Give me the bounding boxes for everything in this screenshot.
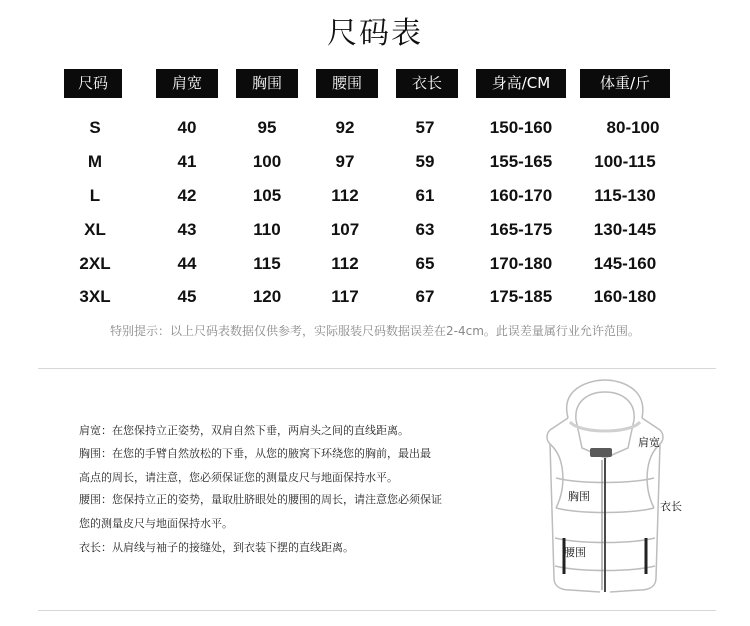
cell-height: 170-180: [489, 254, 553, 273]
cell-waist: 112: [331, 186, 359, 205]
cell-length: 65: [415, 254, 435, 273]
cell-chest: 100: [252, 152, 282, 171]
cell-weight: 130-145: [593, 220, 657, 239]
cell-length: 61: [415, 186, 435, 205]
desc-chest-2: 高点的周长，请注意，您必须保证您的测量皮尺与地面保持水平。: [79, 471, 398, 484]
cell-shoulder: 43: [177, 220, 197, 239]
divider-top: [38, 368, 716, 369]
vest-outline-icon: [520, 378, 690, 600]
cell-size: 3XL: [79, 287, 111, 306]
cell-size: M: [87, 152, 103, 171]
label-chest: 胸围: [568, 490, 590, 503]
cell-weight: 100-115: [594, 152, 656, 171]
label-length: 衣长: [660, 500, 682, 513]
cell-length: 59: [415, 152, 435, 171]
cell-chest: 115: [253, 254, 281, 273]
cell-waist: 107: [330, 220, 360, 239]
cell-chest: 105: [252, 186, 282, 205]
desc-waist-2: 您的测量皮尺与地面保持水平。: [79, 517, 233, 530]
cell-chest: 120: [252, 287, 282, 306]
header-size: 尺码: [64, 69, 122, 98]
cell-size: XL: [84, 220, 106, 239]
cell-weight: 145-160: [593, 254, 657, 273]
cell-shoulder: 41: [177, 152, 197, 171]
header-weight: 体重/斤: [580, 69, 670, 98]
cell-weight: 160-180: [593, 287, 657, 306]
header-length: 衣长: [396, 69, 458, 98]
size-note: 特别提示：以上尺码表数据仅供参考，实际服装尺码数据误差在2-4cm。此误差量属行业允许范围。: [110, 324, 640, 338]
cell-weight: 115-130: [594, 186, 656, 205]
cell-waist: 112: [331, 254, 359, 273]
cell-waist: 97: [335, 152, 355, 171]
header-chest: 胸围: [236, 69, 298, 98]
cell-size: 2XL: [79, 254, 111, 273]
page-title: 尺码表: [327, 16, 423, 51]
desc-shoulder: 肩宽：在您保持立正姿势，双肩自然下垂，两肩头之间的直线距离。: [79, 424, 409, 437]
header-waist: 腰围: [316, 69, 378, 98]
cell-height: 155-165: [489, 152, 553, 171]
cell-height: 150-160: [489, 118, 553, 137]
header-height: 身高/CM: [476, 69, 566, 98]
cell-height: 160-170: [489, 186, 553, 205]
cell-length: 57: [415, 118, 435, 137]
cell-chest: 95: [257, 118, 277, 137]
header-shoulder: 肩宽: [156, 69, 218, 98]
cell-chest: 110: [253, 220, 281, 239]
cell-size: S: [89, 118, 101, 137]
cell-size: L: [89, 186, 101, 205]
desc-waist-1: 腰围：您保持立正的姿势，量取肚脐眼处的腰围的周长，请注意您必须保证: [79, 493, 442, 506]
cell-height: 175-185: [489, 287, 553, 306]
label-shoulder: 肩宽: [638, 436, 660, 449]
divider-bottom: [38, 610, 716, 611]
cell-length: 67: [415, 287, 435, 306]
cell-shoulder: 45: [177, 287, 197, 306]
cell-shoulder: 44: [177, 254, 197, 273]
desc-length: 衣长：从肩线与袖子的接缝处，到衣装下摆的直线距离。: [79, 541, 354, 554]
cell-shoulder: 42: [177, 186, 197, 205]
vest-sketch: [520, 378, 690, 600]
cell-height: 165-175: [489, 220, 553, 239]
cell-weight: 80-100: [606, 118, 660, 137]
label-waist: 腰围: [564, 546, 586, 559]
cell-waist: 92: [335, 118, 355, 137]
cell-waist: 117: [331, 287, 359, 306]
cell-shoulder: 40: [177, 118, 197, 137]
desc-chest-1: 胸围：在您的手臂自然放松的下垂，从您的腋窝下环绕您的胸前，最出最: [79, 447, 431, 460]
cell-length: 63: [415, 220, 435, 239]
